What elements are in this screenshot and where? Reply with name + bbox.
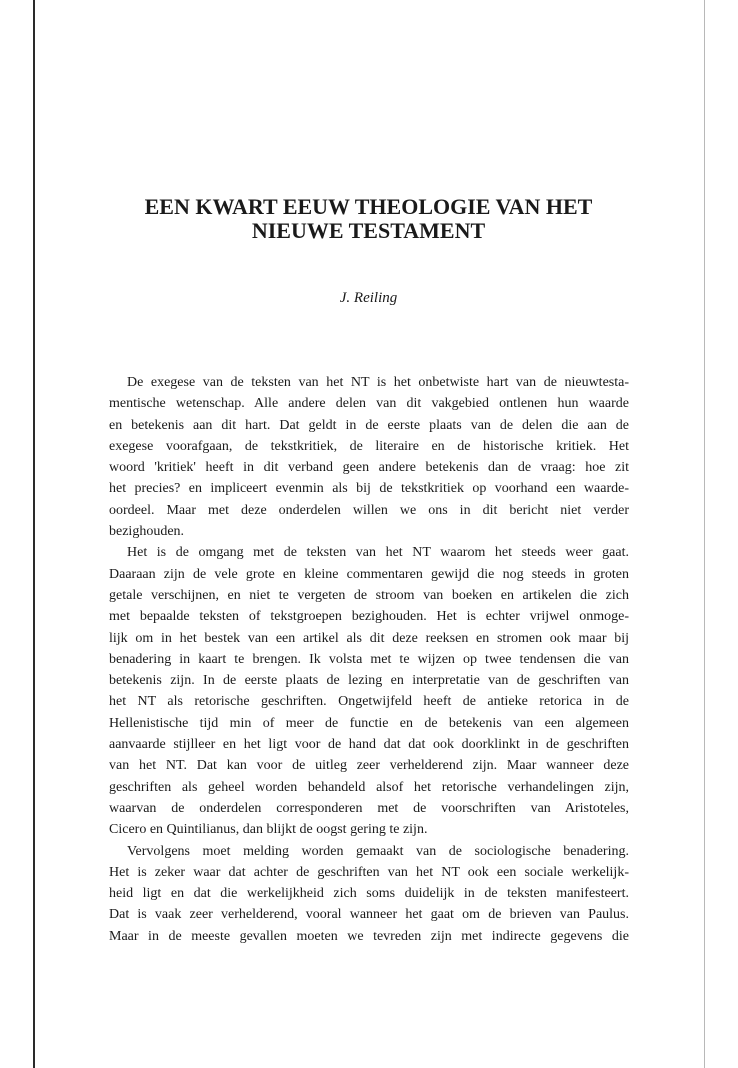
paragraph [109, 841, 629, 947]
text-line: bezighouden. [109, 524, 185, 540]
text-line: Maar in de meeste gevallen moeten we tevreden zijn met indirecte gegevens die [109, 928, 629, 944]
text-line: het precies? en impliceert evenmin als bij de tekstkritiek op voorhand een waarde- [109, 481, 629, 497]
text-line: woord 'kritiek' heeft in dit verband geen andere betekenis dan de vraag: hoe zit [109, 460, 629, 476]
text-line: het NT als retorische geschriften. Ongetwijfeld heeft de antieke retorica in de [109, 694, 629, 710]
text-line: mentische wetenschap. Alle andere delen van dit vakgebied ontlenen hun waarde [109, 396, 629, 412]
text-line: geschriften als geheel worden behandeld alsof het retorische verhandelingen zijn, [109, 779, 629, 795]
text-line: betekenis zijn. In de eerste plaats de lezing en interpretatie van de geschriften van [109, 673, 629, 689]
title-line-2: NIEUWE TESTAMENT [251, 218, 486, 243]
text-line: Cicero en Quintilianus, dan blijkt de oogst gering te zijn. [109, 822, 428, 838]
page-title [100, 195, 637, 243]
page-binding-edge [33, 0, 35, 1068]
text-line: heid ligt en dat die werkelijkheid zich soms duidelijk in de teksten manifesteert. [109, 886, 629, 902]
paragraph [109, 372, 629, 542]
text-line: Hellenistische tijd min of meer de functie en de betekenis van een algemeen [109, 715, 629, 731]
title-line-1: EEN KWART EEUW THEOLOGIE VAN HET [144, 194, 593, 219]
paragraph [109, 542, 629, 840]
text-line: benadering in kaart te brengen. Ik volsta met te wijzen op twee tendensen die van [109, 651, 629, 667]
text-line: Daaraan zijn de vele grote en kleine commentaren gewijd die nog steeds in groten [109, 566, 629, 582]
text-line: De exegese van de teksten van het NT is het onbetwiste hart van de nieuwtesta- [127, 375, 629, 390]
page-right-edge [704, 0, 705, 1068]
text-line: getale verschijnen, en niet te vergeten de stroom van boeken en artikelen die zich [109, 587, 629, 603]
text-line: van het NT. Dat kan voor de uitleg zeer verhelderend zijn. Maar wanneer deze [109, 758, 629, 774]
text-line: Dat is vaak zeer verhelderend, vooral wanneer het gaat om de brieven van Paulus. [109, 907, 629, 923]
text-line: Vervolgens moet melding worden gemaakt van de sociologische benadering. [127, 843, 629, 859]
article-body [109, 372, 629, 947]
text-line: en betekenis aan dit hart. Dat geldt in de eerste plaats van de delen die aan de [109, 417, 629, 433]
text-line: lijk om in het bestek van een artikel als dit deze reeksen en stromen ook maar bij [109, 630, 629, 646]
text-line: aanvaarde stijlleer en het ligt voor de hand dat dat ook doorklinkt in de geschriften [109, 737, 629, 753]
text-line: Het is de omgang met de teksten van het NT waarom het steeds weer gaat. [127, 545, 629, 561]
text-line: waarvan de onderdelen corresponderen met de voorschriften van Aristoteles, [109, 800, 629, 816]
text-line: exegese voorafgaan, de tekstkritiek, de literaire en de historische kritiek. Het [109, 438, 629, 454]
author-name: J. Reiling [339, 290, 398, 306]
text-line: met bepaalde teksten of tekstgroepen bezighouden. Het is echter vrijwel onmoge- [109, 609, 629, 625]
text-line: Het is zeker waar dat achter de geschriften van het NT ook een sociale werkelijk- [109, 864, 629, 880]
text-line: oordeel. Maar met deze onderdelen willen we ons in dit bericht niet verder [109, 502, 629, 518]
